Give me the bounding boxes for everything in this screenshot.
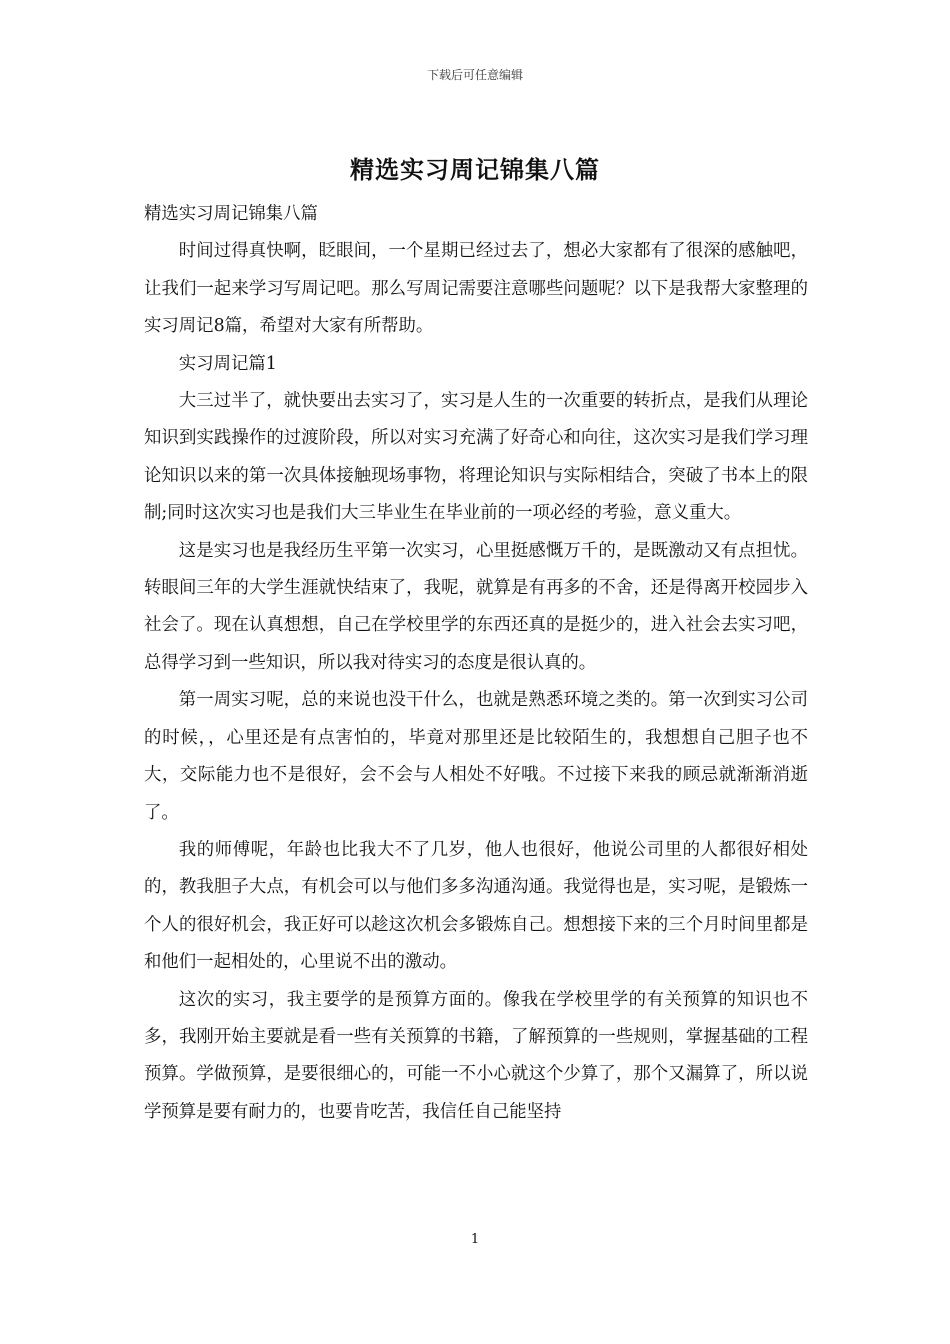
section-heading: 实习周记篇1 [178, 353, 277, 374]
body-paragraph: 我的师傅呢，年龄也比我大不了几岁，他人也很好，他说公司里的人都很好相处的，教我胆子大点，有机会可以与他们多多沟通沟通。我觉得也是，实习呢，是锻炼一个人的很好机会，我正好可以趁这次机会多锻炼自己。想想接下来的三个月时间里都是和他们一起相处的，心里说不出的激动。 [144, 839, 808, 973]
intro-paragraph: 时间过得真快啊，眨眼间，一个星期已经过去了，想必大家都有了很深的感触吧，让我们一起来学习写周记吧。那么写周记需要注意哪些问题呢？以下是我帮大家整理的实习周记8篇，希望对大家有所帮助。 [144, 241, 808, 337]
body-paragraph: 这是实习也是我经历生平第一次实习，心里挺感慨万千的，是既激动又有点担忧。转眼间三年的大学生涯就快结束了，我呢，就算是有再多的不舍，还是得离开校园步入社会了。现在认真想想，自己在学校里学的东西还真的是挺少的，进入社会去实习吧，总得学习到一些知识，所以我对待实习的态度是很认真的。 [144, 540, 808, 673]
body-paragraph: 第一周实习呢，总的来说也没干什么，也就是熟悉环境之类的。第一次到实习公司的时候，，心里还是有点害怕的，毕竟对那里还是比较陌生的，我想想自己胆子也不大，交际能力也不是很好，会不会与人相处不好哦。不过接下来我的顾忌就渐渐消逝了。 [144, 690, 808, 823]
document-title: 精选实习周记锦集八篇 [350, 155, 600, 184]
body-paragraph: 大三过半了，就快要出去实习了，实习是人生的一次重要的转折点，是我们从理论知识到实践操作的过渡阶段，所以对实习充满了好奇心和向往，这次实习是我们学习理论知识以来的第一次具体接触现场事物，将理论知识与实际相结合，突破了书本上的限制;同时这次实习也是我们大三毕业生在毕业前的一项必经的考验，意义重大。 [144, 391, 808, 524]
page-number: 1 [470, 1232, 480, 1247]
body-paragraph: 这次的实习，我主要学的是预算方面的。像我在学校里学的有关预算的知识也不多，我刚开始主要就是看一些有关预算的书籍，了解预算的一些规则，掌握基础的工程预算。学做预算，是要很细心的，可能一不小心就这个少算了，那个又漏算了，所以说学预算是要有耐力的，也要肯吃苦，我信任自己能坚持 [144, 989, 808, 1122]
subtitle-paragraph: 精选实习周记锦集八篇 [144, 204, 318, 224]
document-body [144, 196, 808, 1131]
header-note: 下载后可任意编辑 [426, 68, 523, 82]
